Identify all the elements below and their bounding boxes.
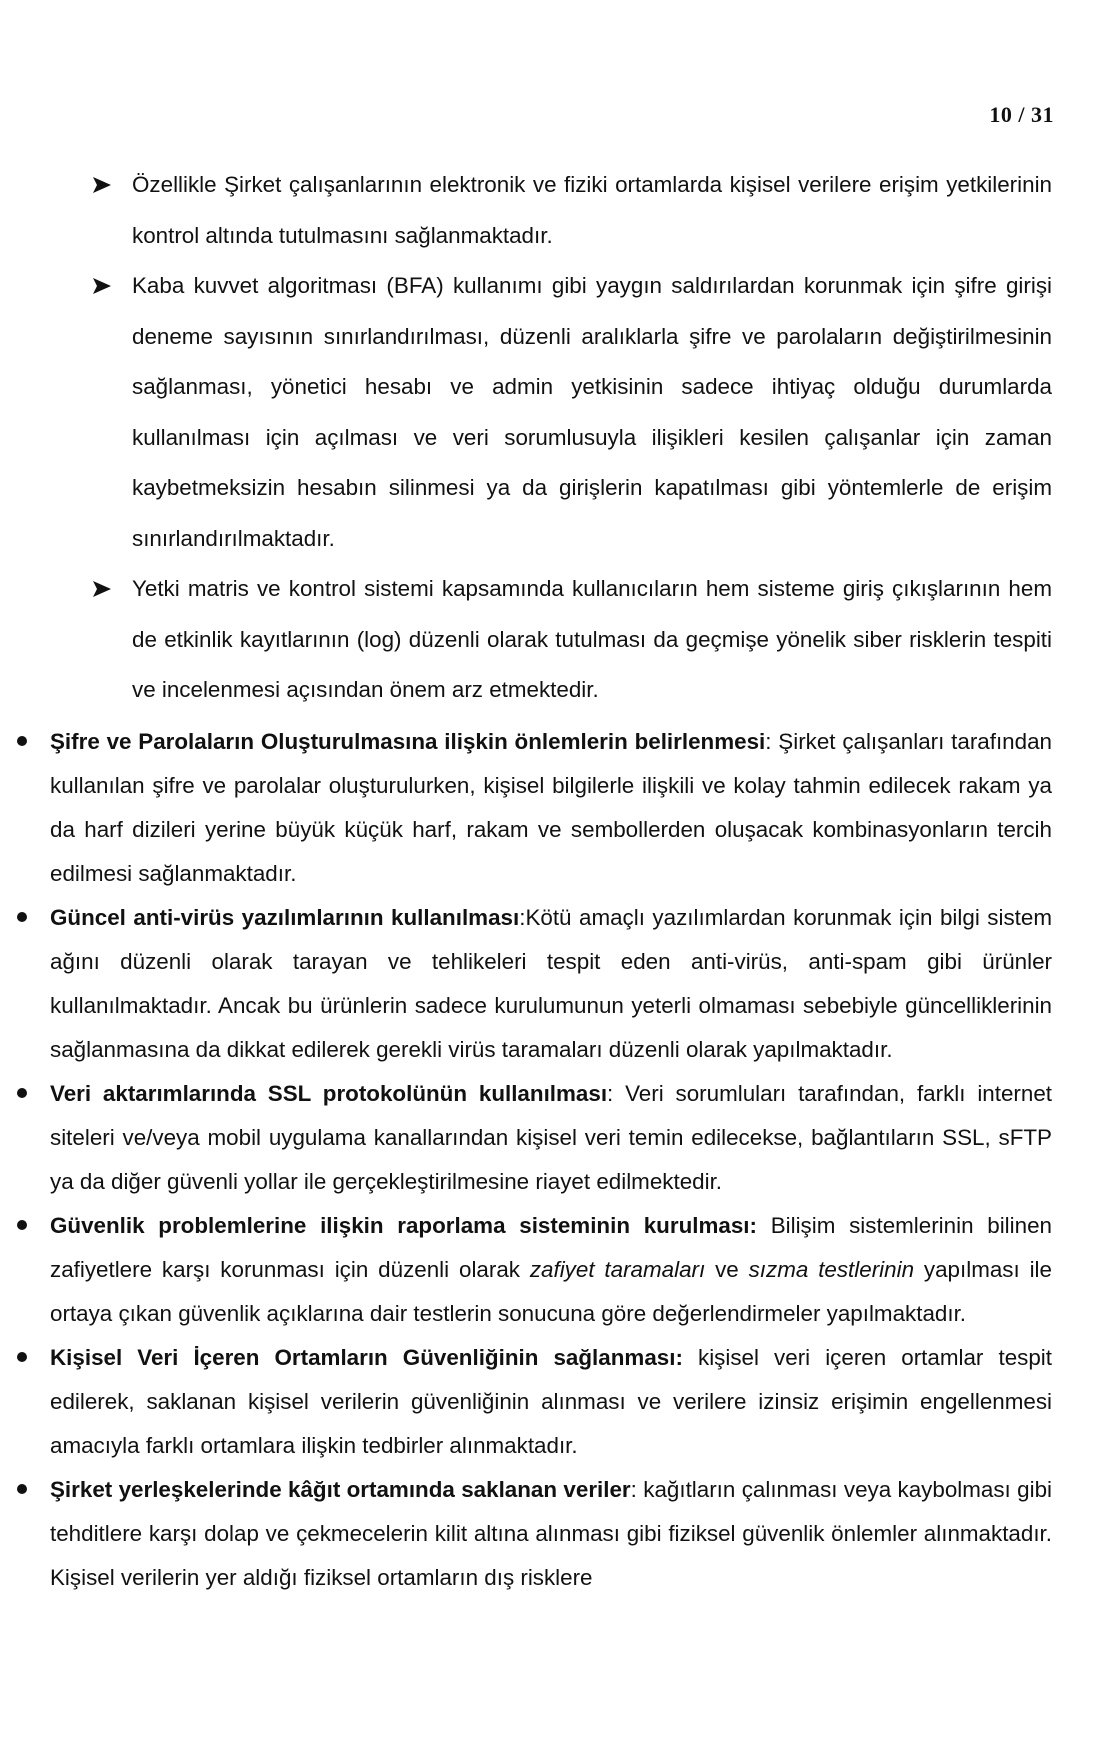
list-item xyxy=(0,1072,1100,1204)
item-title: Veri aktarımlarında SSL protokolünün kullanılması xyxy=(50,1081,608,1106)
list-item xyxy=(0,720,1100,896)
item-separator xyxy=(757,1213,771,1238)
item-body: kişisel veri içeren ortamlar tespit edilerek, saklanan kişisel verilerin güvenliğinin alınması ve verilere izinsiz erişimin engellenmesi amacıyla farklı ortamlara ilişkin tedbirler alınmaktadır. xyxy=(50,1345,1052,1458)
item-body: Veri sorumluları tarafından, farklı internet siteleri ve/veya mobil uygulama kanallarından kişisel veri temin edilecekse, bağlantıların SSL, sFTP ya da diğer güvenli yollar ile gerçekleştirilmesine riayet edilmektedir. xyxy=(50,1081,1052,1194)
round-bullet-icon xyxy=(17,1484,27,1494)
item-body-part: yapılması ile ortaya çıkan güvenlik açıklarına dair testlerin sonucuna göre değerlendirmeler yapılmaktadır. xyxy=(50,1257,1052,1326)
round-bullet-icon xyxy=(17,1088,27,1098)
item-title: Şirket yerleşkelerinde kâğıt ortamında saklanan veriler xyxy=(50,1477,631,1502)
round-bullet-icon xyxy=(17,1352,27,1362)
round-bullet-icon xyxy=(17,736,27,746)
sub-bullet-list xyxy=(0,160,1100,716)
list-item-text xyxy=(50,1204,1052,1336)
item-body: kağıtların çalınması veya kaybolması gibi tehditlere karşı dolap ve çekmecelerin kilit altına alınması gibi fiziksel güvenlik önlemler alınmaktadır. Kişisel verilerin yer aldığı fiziksel ortamların dış risklere xyxy=(50,1477,1052,1590)
item-separator: : xyxy=(519,905,526,930)
item-title: Şifre ve Parolaların Oluşturulmasına ilişkin önlemlerin belirlenmesi xyxy=(50,729,766,754)
list-item-text xyxy=(50,720,1052,896)
list-item-text: Özellikle Şirket çalışanlarının elektronik ve fiziki ortamlarda kişisel verilere erişim yetkilerinin kontrol altında tutulmasını sağlanmaktadır. xyxy=(132,172,1052,248)
item-body-part: ve xyxy=(705,1257,749,1282)
list-item xyxy=(0,160,1100,261)
item-body: Şirket çalışanları tarafından kullanılan şifre ve parolalar oluşturulurken, kişisel bilgilerle ilişkili ve kolay tahmin edilecek rakam ya da harf dizileri yerine büyük küçük harf, rakam ve sembollerden oluşacak kombinasyonların tercih edilmesi sağlanmaktadır. xyxy=(50,729,1052,886)
page-number: 10 / 31 xyxy=(989,102,1054,127)
list-item-text: Kaba kuvvet algoritması (BFA) kullanımı gibi yaygın saldırılardan korunmak için şifre girişi deneme sayısının sınırlandırılması, düzenli aralıklarla şifre ve parolaların değiştirilmesinin sağlanması, yönetici hesabı ve admin yetkisinin sadece ihtiyaç olduğu durumlarda kullanılması için açılması ve veri sorumlusuyla ilişikleri kesilen çalışanlar için zaman kaybetmeksizin hesabın silinmesi ya da girişlerin kapatılması gibi yöntemlerle de erişim sınırlandırılmaktadır. xyxy=(132,273,1052,551)
list-item xyxy=(0,1336,1100,1468)
list-item-text xyxy=(50,1072,1052,1204)
item-body: Kötü amaçlı yazılımlardan korunmak için bilgi sistem ağını düzenli olarak tarayan ve tehlikeleri tespit eden anti-virüs, anti-spam gibi ürünler kullanılmaktadır. Ancak bu ürünlerin sadece kurulumunun yeterli olmaması sebebiyle güncelliklerinin sağlanmasına da dikkat edilerek gerekli virüs taramaları düzenli olarak yapılmaktadır. xyxy=(50,905,1052,1062)
round-bullet-icon xyxy=(17,1220,27,1230)
list-item xyxy=(0,261,1100,564)
list-item xyxy=(0,564,1100,716)
item-separator: : xyxy=(630,1477,644,1502)
list-item-text xyxy=(50,896,1052,1072)
list-item xyxy=(0,1468,1100,1600)
round-bullet-icon xyxy=(17,912,27,922)
arrowhead-bullet-icon xyxy=(92,160,116,210)
item-body-part-italic: sızma testlerinin xyxy=(748,1257,915,1282)
item-title: Kişisel Veri İçeren Ortamların Güvenliğinin sağlanması: xyxy=(50,1345,683,1370)
list-item xyxy=(0,896,1100,1072)
list-item xyxy=(0,1204,1100,1336)
list-item-text xyxy=(50,1468,1052,1600)
item-separator: : xyxy=(765,729,779,754)
main-bullet-list xyxy=(0,720,1100,1600)
item-body-part: Bilişim sistemlerinin bilinen zafiyetlere karşı korunması için düzenli olarak xyxy=(50,1213,1052,1282)
item-title: Güncel anti-virüs yazılımlarının kullanılması xyxy=(50,905,520,930)
list-item-text xyxy=(50,1336,1052,1468)
arrowhead-bullet-icon xyxy=(92,564,116,614)
item-separator xyxy=(683,1345,698,1370)
list-item-text: Yetki matris ve kontrol sistemi kapsamında kullanıcıların hem sisteme giriş çıkışlarının hem de etkinlik kayıtlarının (log) düzenli olarak tutulması da geçmişe yönelik siber risklerin tespiti ve incelenmesi açısından önem arz etmektedir. xyxy=(132,576,1052,702)
item-body-part-italic: zafiyet taramaları xyxy=(529,1257,706,1282)
arrowhead-bullet-icon xyxy=(92,261,116,311)
item-title: Güvenlik problemlerine ilişkin raporlama sisteminin kurulması: xyxy=(50,1213,757,1238)
item-separator: : xyxy=(607,1081,626,1106)
